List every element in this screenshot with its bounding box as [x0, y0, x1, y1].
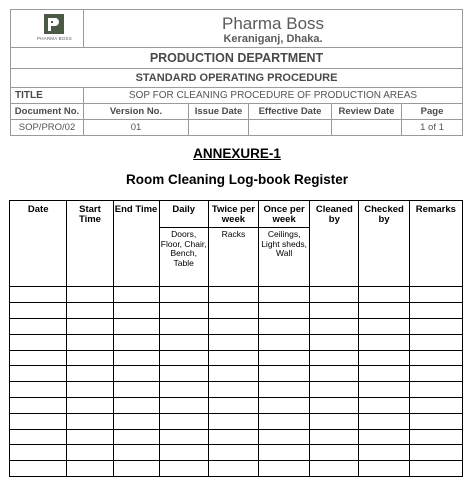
log-entry-cell: [159, 461, 208, 477]
log-entry-cell: [159, 318, 208, 334]
log-entry-cell: [409, 397, 462, 413]
company-cell: [84, 10, 463, 48]
log-entry-cell: [208, 366, 258, 382]
log-entry-cell: [259, 397, 310, 413]
log-entry-cell: [159, 413, 208, 429]
log-entry-cell: [409, 334, 462, 350]
log-entry-cell: [113, 397, 159, 413]
log-entry-cell: [409, 287, 462, 303]
log-entry-cell: [10, 287, 67, 303]
log-entry-row: [10, 318, 463, 334]
log-entry-cell: [10, 445, 67, 461]
log-entry-cell: [409, 413, 462, 429]
log-entry-cell: [159, 445, 208, 461]
pharma-boss-logo-icon: [44, 14, 64, 34]
col-daily: Daily: [159, 201, 208, 228]
log-entry-cell: [159, 287, 208, 303]
log-entry-cell: [359, 303, 409, 319]
log-entry-cell: [359, 318, 409, 334]
sub-daily-items: Doors, Floor, Chair, Bench, Table: [159, 228, 208, 287]
log-entry-cell: [259, 366, 310, 382]
log-entry-cell: [259, 461, 310, 477]
meta-val-version-no: 01: [84, 120, 189, 136]
log-entry-cell: [310, 445, 359, 461]
meta-value-row: [11, 120, 463, 136]
log-entry-row: [10, 366, 463, 382]
annexure-title: ANNEXURE-1: [193, 146, 281, 161]
log-entry-cell: [208, 397, 258, 413]
log-entry-cell: [208, 334, 258, 350]
log-entry-cell: [10, 397, 67, 413]
log-entry-cell: [310, 429, 359, 445]
log-entry-cell: [67, 303, 113, 319]
col-checked-by: Checked by: [359, 201, 409, 287]
log-entry-cell: [310, 287, 359, 303]
log-entry-cell: [310, 303, 359, 319]
log-entry-cell: [113, 413, 159, 429]
meta-col-review-date: Review Date: [332, 104, 402, 120]
log-entry-cell: [113, 445, 159, 461]
log-entry-cell: [67, 461, 113, 477]
log-entry-cell: [409, 461, 462, 477]
log-entry-cell: [359, 445, 409, 461]
log-entry-cell: [208, 303, 258, 319]
log-entry-cell: [10, 334, 67, 350]
col-start-time: Start Time: [67, 201, 113, 287]
log-entry-cell: [10, 413, 67, 429]
log-entry-cell: [359, 382, 409, 398]
log-entry-cell: [10, 366, 67, 382]
meta-header-row: [11, 104, 463, 120]
log-entry-cell: [67, 382, 113, 398]
title-value: SOP FOR CLEANING PROCEDURE OF PRODUCTION AREAS: [84, 88, 463, 104]
log-entry-cell: [113, 350, 159, 366]
log-entry-cell: [259, 303, 310, 319]
register-title: Room Cleaning Log-book Register: [125, 172, 348, 187]
department-name: PRODUCTION DEPARTMENT: [11, 48, 463, 69]
log-entry-cell: [113, 318, 159, 334]
log-entry-cell: [10, 382, 67, 398]
log-entry-cell: [67, 350, 113, 366]
col-date: Date: [10, 201, 67, 287]
log-entry-cell: [359, 287, 409, 303]
log-entry-cell: [67, 366, 113, 382]
company-address: Keraniganj, Dhaka.: [223, 32, 323, 45]
meta-col-version-no: Version No.: [84, 104, 189, 120]
meta-val-review-date: [332, 120, 402, 136]
company-name: Pharma Boss: [221, 13, 325, 33]
meta-col-effective-date: Effective Date: [249, 104, 332, 120]
log-entry-cell: [10, 318, 67, 334]
log-entry-cell: [113, 429, 159, 445]
log-entry-cell: [409, 382, 462, 398]
log-entry-cell: [259, 445, 310, 461]
cleaning-log-table: [9, 200, 463, 477]
log-entry-cell: [359, 461, 409, 477]
log-entry-cell: [159, 303, 208, 319]
meta-val-page: 1 of 1: [402, 120, 463, 136]
log-entry-cell: [259, 382, 310, 398]
log-header-row: [10, 201, 463, 228]
log-entry-row: [10, 350, 463, 366]
log-entry-cell: [259, 334, 310, 350]
col-cleaned-by: Cleaned by: [310, 201, 359, 287]
log-entry-row: [10, 413, 463, 429]
log-entry-cell: [259, 350, 310, 366]
log-entry-cell: [113, 303, 159, 319]
meta-val-effective-date: [249, 120, 332, 136]
log-entry-cell: [208, 413, 258, 429]
log-entry-cell: [259, 413, 310, 429]
log-entry-row: [10, 382, 463, 398]
log-entry-cell: [113, 461, 159, 477]
col-remarks: Remarks: [409, 201, 462, 287]
log-entry-row: [10, 334, 463, 350]
meta-col-issue-date: Issue Date: [189, 104, 249, 120]
col-once-per-week: Once per week: [259, 201, 310, 228]
log-body: [10, 287, 463, 477]
log-entry-cell: [359, 397, 409, 413]
log-entry-cell: [310, 366, 359, 382]
log-entry-row: [10, 429, 463, 445]
meta-val-issue-date: [189, 120, 249, 136]
log-entry-cell: [359, 366, 409, 382]
log-entry-cell: [10, 350, 67, 366]
log-entry-cell: [259, 287, 310, 303]
log-entry-cell: [208, 429, 258, 445]
meta-col-page: Page: [402, 104, 463, 120]
log-entry-cell: [159, 429, 208, 445]
log-entry-row: [10, 287, 463, 303]
logo-tagline: PHARMA BOSS: [37, 36, 72, 41]
log-entry-cell: [10, 303, 67, 319]
log-entry-cell: [67, 445, 113, 461]
log-entry-cell: [67, 287, 113, 303]
log-entry-cell: [359, 413, 409, 429]
log-entry-cell: [208, 318, 258, 334]
log-entry-cell: [310, 318, 359, 334]
log-entry-cell: [259, 429, 310, 445]
log-entry-cell: [409, 429, 462, 445]
log-entry-cell: [208, 461, 258, 477]
log-entry-cell: [113, 287, 159, 303]
sub-twice-per-week-items: Racks: [208, 228, 258, 287]
log-entry-row: [10, 397, 463, 413]
log-entry-cell: [409, 318, 462, 334]
log-entry-cell: [67, 318, 113, 334]
log-entry-cell: [409, 350, 462, 366]
log-entry-cell: [208, 287, 258, 303]
log-entry-cell: [159, 397, 208, 413]
log-entry-cell: [359, 334, 409, 350]
meta-val-document-no: SOP/PRO/02: [11, 120, 84, 136]
log-entry-cell: [67, 413, 113, 429]
log-entry-cell: [409, 303, 462, 319]
log-entry-cell: [67, 397, 113, 413]
log-entry-cell: [208, 445, 258, 461]
meta-col-document-no: Document No.: [11, 104, 84, 120]
log-entry-row: [10, 461, 463, 477]
sub-once-per-week-items: Ceilings, Light sheds, Wall: [259, 228, 310, 287]
log-entry-cell: [67, 334, 113, 350]
log-entry-row: [10, 303, 463, 319]
col-twice-per-week: Twice per week: [208, 201, 258, 228]
log-entry-cell: [113, 366, 159, 382]
log-entry-row: [10, 445, 463, 461]
log-entry-cell: [310, 397, 359, 413]
log-entry-cell: [310, 334, 359, 350]
log-entry-cell: [310, 382, 359, 398]
logo-cell: [11, 10, 84, 48]
document-type: STANDARD OPERATING PROCEDURE: [11, 69, 463, 88]
log-entry-cell: [159, 382, 208, 398]
log-entry-cell: [310, 350, 359, 366]
log-entry-cell: [208, 350, 258, 366]
log-entry-cell: [359, 429, 409, 445]
log-entry-cell: [409, 366, 462, 382]
log-entry-cell: [113, 382, 159, 398]
log-entry-cell: [259, 318, 310, 334]
log-entry-cell: [67, 429, 113, 445]
log-entry-cell: [208, 382, 258, 398]
log-entry-cell: [359, 350, 409, 366]
log-entry-cell: [409, 445, 462, 461]
log-entry-cell: [159, 334, 208, 350]
log-entry-cell: [113, 334, 159, 350]
title-label: TITLE: [11, 88, 84, 104]
log-entry-cell: [310, 413, 359, 429]
col-end-time: End Time: [113, 201, 159, 287]
log-entry-cell: [10, 461, 67, 477]
log-entry-cell: [310, 461, 359, 477]
log-entry-cell: [10, 429, 67, 445]
log-entry-cell: [159, 350, 208, 366]
log-entry-cell: [159, 366, 208, 382]
document-header: [10, 9, 463, 136]
